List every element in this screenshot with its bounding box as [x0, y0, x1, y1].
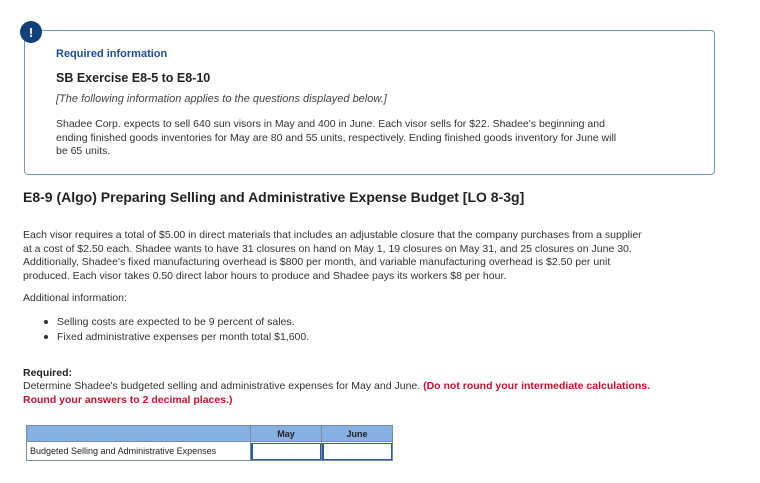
additional-information-label: Additional information: [23, 292, 127, 304]
bullet-list [44, 315, 309, 344]
bullet-text: Selling costs are expected to be 9 percent of sales. [57, 316, 295, 328]
may-cell [251, 442, 322, 461]
info-body-line: be 65 units. [56, 145, 111, 157]
bullet-dot-icon [44, 335, 48, 339]
info-body-line: ending finished goods inventories for May are 80 and 55 units, respectively. Ending finished goods inventory for June will [56, 131, 617, 144]
required-instructions [23, 380, 723, 407]
info-body-line: Shadee Corp. expects to sell 640 sun visors in May and 400 in June. Each visor sells for $22. Shadee's beginning and [56, 118, 605, 130]
info-header: Required information [56, 48, 168, 60]
required-information-box [24, 30, 715, 175]
paragraph-line: produced. Each visor takes 0.50 direct labor hours to produce and Shadee pays its workers $8 per hour. [23, 269, 507, 282]
info-note: [The following information applies to the questions displayed below.] [56, 93, 387, 105]
paragraph-line: Each visor requires a total of $5.00 in direct materials that includes an adjustable closure that the company purchases from a supplier [23, 229, 642, 241]
paragraph-line: Additionally, Shadee's fixed manufacturing overhead is $800 per month, and variable manufacturing overhead is $2.50 per unit [23, 256, 611, 268]
column-header-june: June [322, 426, 393, 442]
bullet-text: Fixed administrative expenses per month total $1,600. [57, 330, 310, 343]
june-expense-input[interactable] [322, 443, 392, 460]
bullet-dot-icon [44, 320, 48, 324]
june-cell [322, 442, 393, 461]
info-body [56, 118, 696, 159]
required-text: Determine Shadee's budgeted selling and administrative expenses for May and June. [23, 380, 421, 392]
list-item [44, 315, 309, 330]
header-blank-cell [27, 426, 251, 442]
may-expense-input[interactable] [251, 443, 321, 460]
rounding-instruction-2: Round your answers to 2 decimal places.) [23, 393, 233, 406]
row-label: Budgeted Selling and Administrative Expenses [27, 442, 251, 461]
exclamation-icon: ! [20, 21, 42, 43]
budget-table [26, 425, 393, 461]
info-title: SB Exercise E8-5 to E8-10 [56, 71, 211, 85]
column-header-may: May [251, 426, 322, 442]
list-item [44, 330, 309, 345]
rounding-instruction: (Do not round your intermediate calculations. [423, 380, 651, 392]
section-title: E8-9 (Algo) Preparing Selling and Administrative Expense Budget [LO 8-3g] [23, 189, 525, 205]
table-row [27, 442, 393, 461]
required-label: Required: [23, 367, 73, 379]
problem-paragraph [23, 229, 723, 283]
table-header-row [27, 426, 393, 442]
paragraph-line: at a cost of $2.50 each. Shadee wants to have 31 closures on hand on May 1, 19 closures on May 31, and 25 closures on June 30. [23, 242, 632, 255]
